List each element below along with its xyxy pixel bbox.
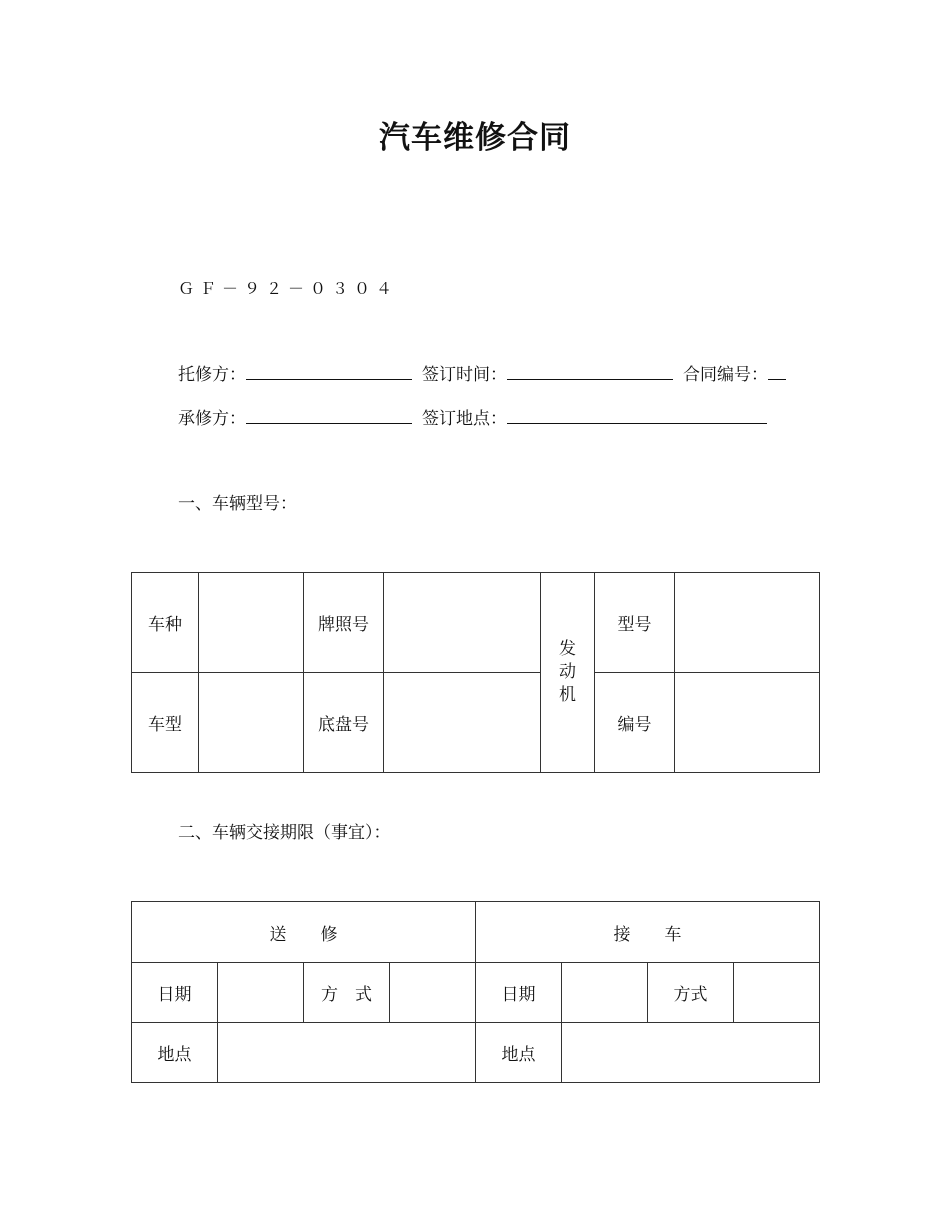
engine-no-label: 编号 [595,673,675,773]
receive-place-label: 地点 [476,1023,562,1083]
plate-no-label: 牌照号 [304,573,384,673]
sign-place-label: 签订地点： [422,409,507,429]
engine-label: 发 动 机 [541,573,595,773]
contract-no-label: 合同编号： [683,365,768,385]
client-label: 托修方： [178,365,246,385]
parties-row-1 [178,360,796,385]
receive-place-value[interactable] [562,1023,820,1083]
vehicle-type-label: 车种 [132,573,199,673]
receive-date-value[interactable] [562,963,648,1023]
client-blank[interactable] [246,361,412,380]
receive-date-label: 日期 [476,963,562,1023]
page-title: 汽车维修合同 [379,120,571,156]
send-header: 送 修 [132,902,476,963]
sign-time-blank[interactable] [507,361,673,380]
contract-no-blank[interactable] [768,361,786,380]
section1-heading: 一、车辆型号： [178,494,297,514]
vehicle-type-value[interactable] [199,573,304,673]
plate-no-value[interactable] [384,573,541,673]
send-place-value[interactable] [218,1023,476,1083]
receive-header: 接 车 [476,902,820,963]
vehicle-model-label: 车型 [132,673,199,773]
vehicle-model-value[interactable] [199,673,304,773]
receive-method-label: 方式 [648,963,734,1023]
sign-time-label: 签订时间： [422,365,507,385]
send-date-label: 日期 [132,963,218,1023]
receive-method-value[interactable] [734,963,820,1023]
engine-model-value[interactable] [675,573,820,673]
repairer-label: 承修方： [178,409,246,429]
engine-no-value[interactable] [675,673,820,773]
vehicle-table [131,572,820,773]
send-date-value[interactable] [218,963,304,1023]
send-method-value[interactable] [390,963,476,1023]
chassis-no-label: 底盘号 [304,673,384,773]
chassis-no-value[interactable] [384,673,541,773]
section2-heading: 二、车辆交接期限（事宜）： [178,823,391,843]
parties-row-2 [178,404,777,429]
handover-table [131,901,820,1083]
engine-model-label: 型号 [595,573,675,673]
send-method-label: 方 式 [304,963,390,1023]
send-place-label: 地点 [132,1023,218,1083]
repairer-blank[interactable] [246,405,412,424]
sign-place-blank[interactable] [507,405,767,424]
contract-code: ＧＦ－９２－０３０４ [178,279,399,298]
